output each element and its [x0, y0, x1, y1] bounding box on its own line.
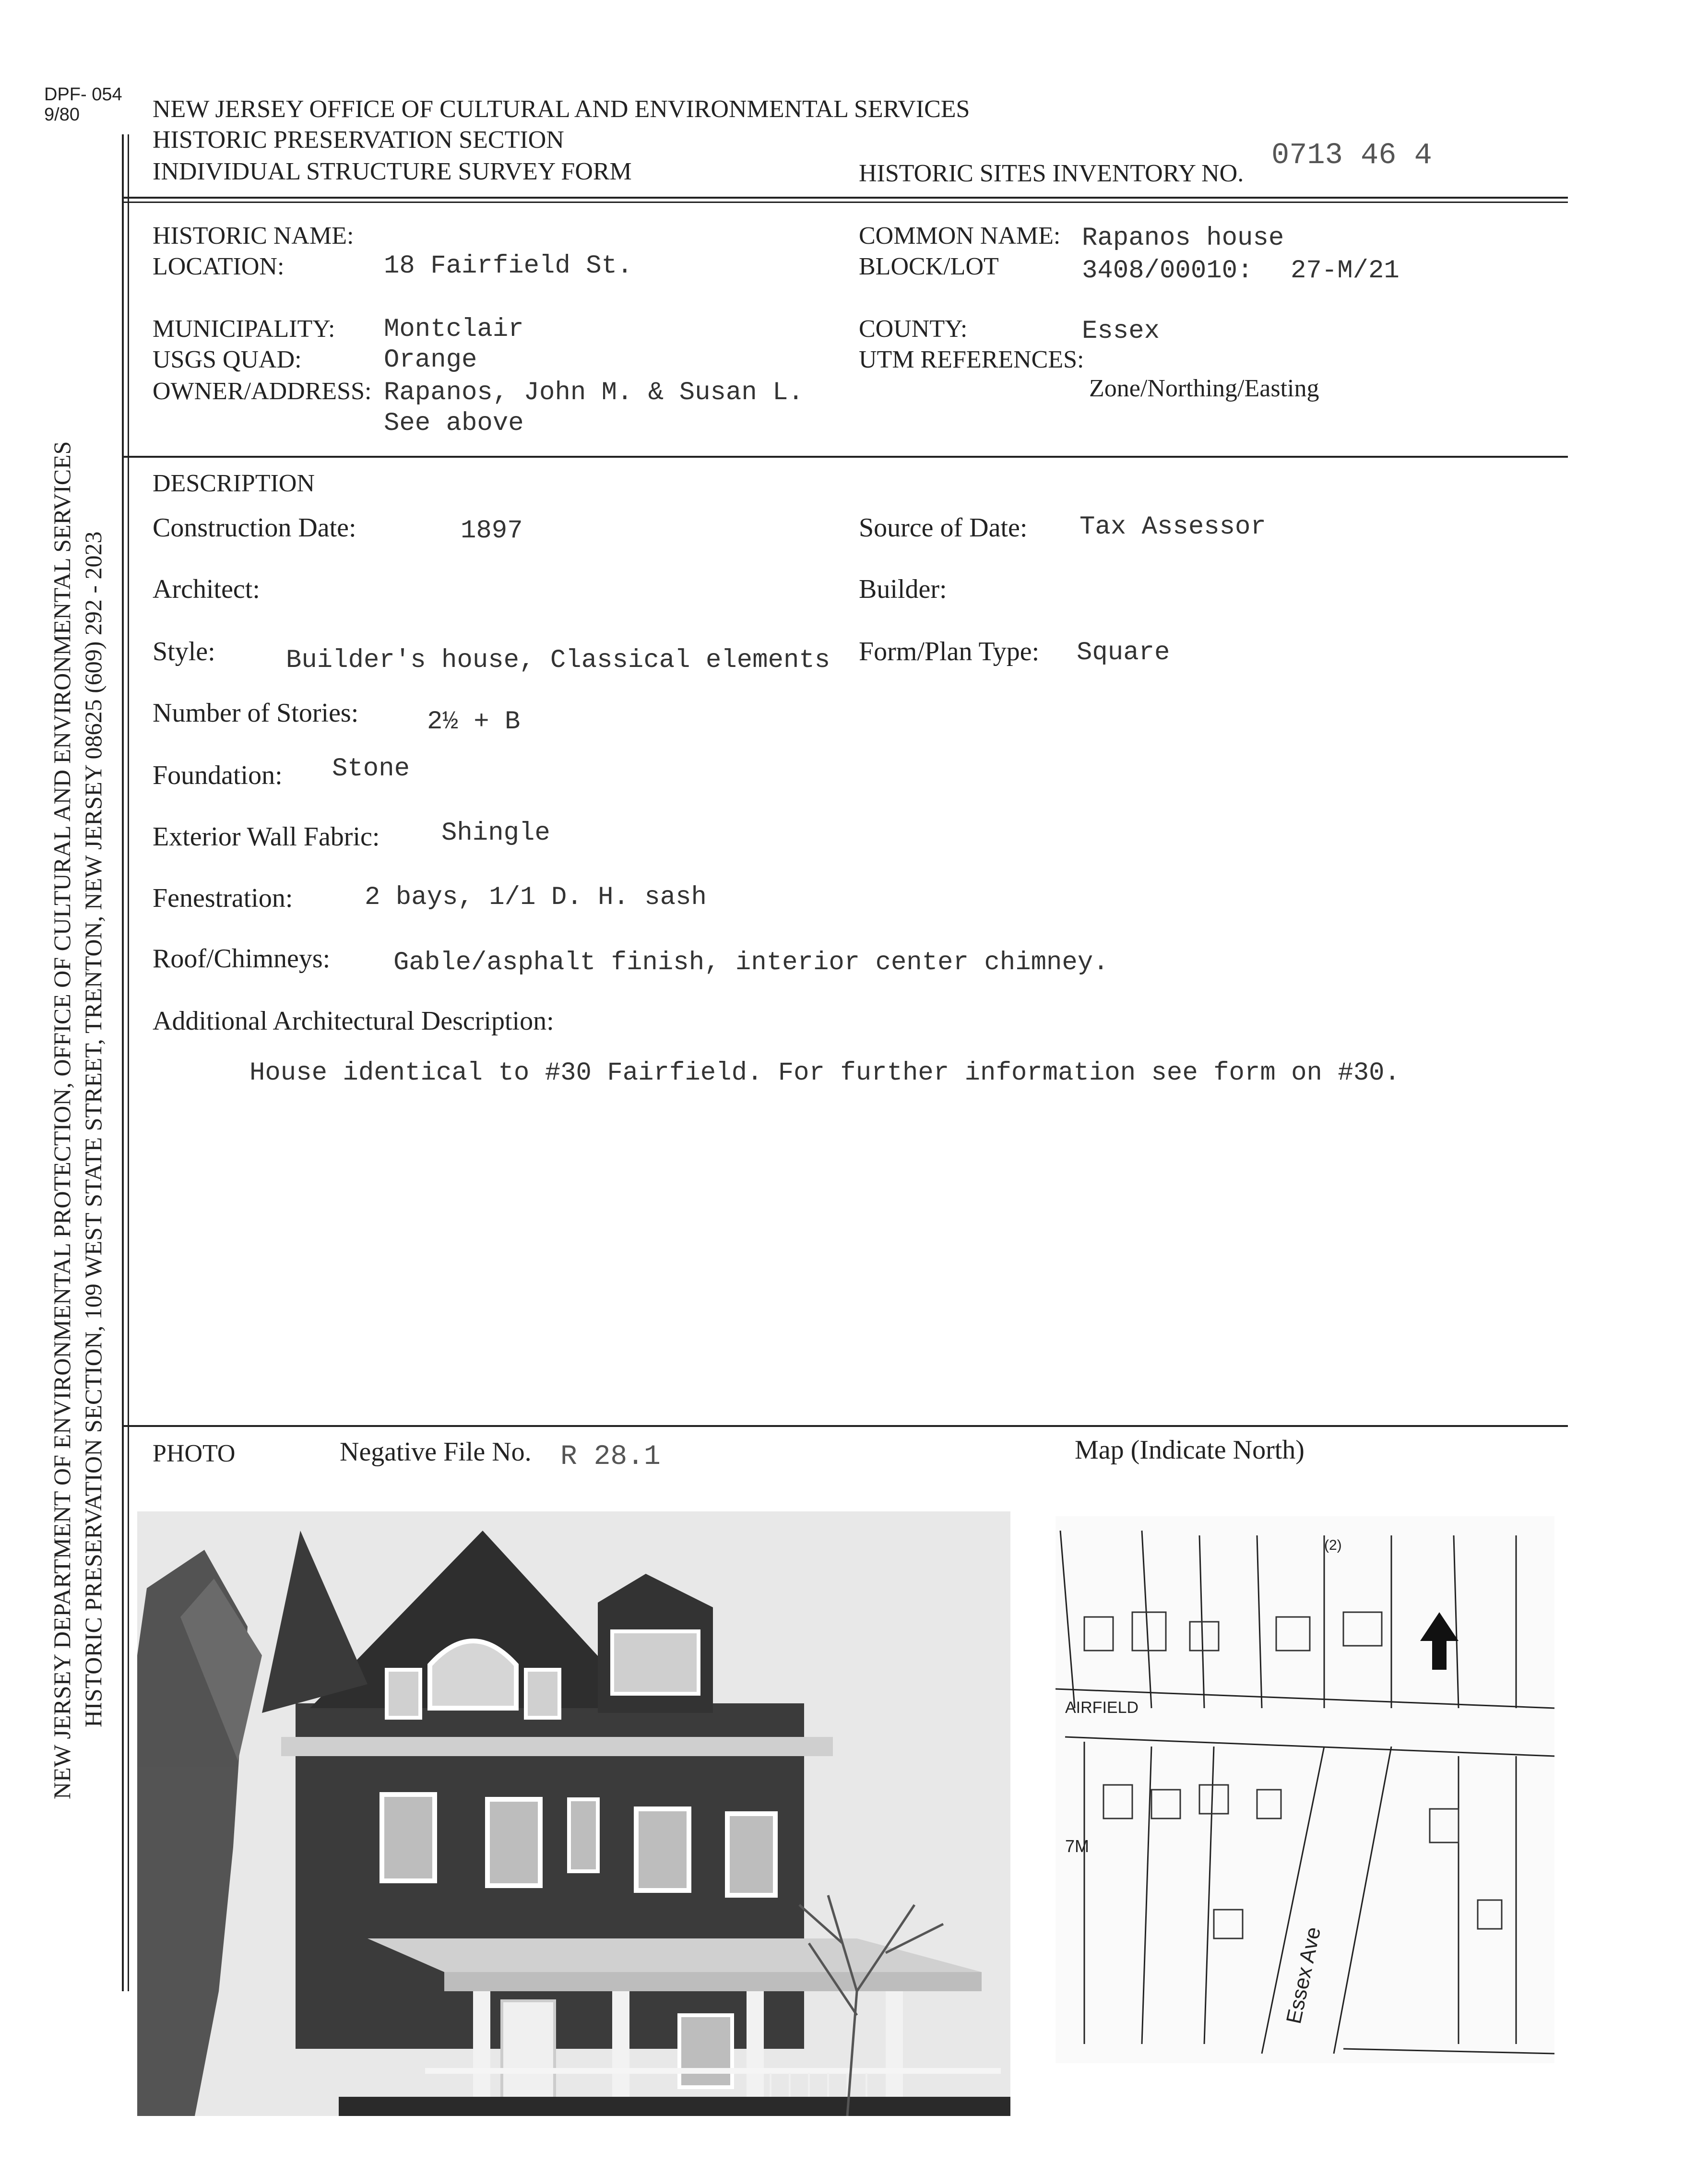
roof-chimneys-value: Gable/asphalt finish, interior center chimney. — [393, 948, 1109, 977]
municipality-value: Montclair — [384, 315, 524, 344]
header-section: HISTORIC PRESERVATION SECTION — [153, 126, 564, 154]
map-street-fairfield: AIRFIELD — [1065, 1699, 1139, 1717]
header-rule-2 — [124, 202, 1568, 203]
block-lot-label: BLOCK/LOT — [859, 253, 999, 280]
form-plan-label: Form/Plan Type: — [859, 637, 1040, 666]
map-block-label: 7M — [1065, 1836, 1090, 1856]
builder-label: Builder: — [859, 574, 947, 604]
style-value: Builder's house, Classical elements — [286, 646, 830, 675]
house-photo-drawing — [137, 1511, 1010, 2116]
form-code-line2: 9/80 — [44, 105, 80, 125]
stories-label: Number of Stories: — [153, 698, 359, 728]
owner-value: Rapanos, John M. & Susan L. — [384, 378, 804, 407]
side-text-line1: NEW JERSEY DEPARTMENT OF ENVIRONMENTAL PROTECTION, OFFICE OF CULTURAL AND ENVIRONMENTAL SERVICES — [48, 441, 75, 1799]
fenestration-label: Fenestration: — [153, 883, 293, 913]
form-plan-value: Square — [1077, 638, 1170, 667]
construction-date-value: 1897 — [461, 516, 523, 546]
usgs-value: Orange — [384, 345, 477, 375]
owner-label: OWNER/ADDRESS: — [153, 378, 372, 405]
inventory-label: HISTORIC SITES INVENTORY NO. — [859, 160, 1244, 187]
negative-file-value: R 28.1 — [560, 1441, 661, 1473]
location-map-drawing — [1056, 1516, 1554, 2063]
location-map — [1056, 1516, 1554, 2063]
left-margin-rule-2 — [128, 134, 129, 1991]
common-name-label: COMMON NAME: — [859, 222, 1061, 250]
header-form-name: INDIVIDUAL STRUCTURE SURVEY FORM — [153, 158, 632, 185]
map-label: Map (Indicate North) — [1075, 1435, 1305, 1465]
inventory-value: 0713 46 4 — [1271, 138, 1432, 172]
utm-label: UTM REFERENCES: — [859, 346, 1084, 373]
source-of-date-label: Source of Date: — [859, 513, 1028, 543]
form-code-line1: DPF- 054 — [44, 84, 122, 105]
source-of-date-value: Tax Assessor — [1079, 512, 1266, 542]
architect-label: Architect: — [153, 574, 260, 604]
header-office: NEW JERSEY OFFICE OF CULTURAL AND ENVIRONMENTAL SERVICES — [153, 95, 970, 123]
fenestration-value: 2 bays, 1/1 D. H. sash — [365, 883, 707, 912]
location-label: LOCATION: — [153, 253, 285, 280]
location-value: 18 Fairfield St. — [384, 251, 633, 281]
map-street-essex: Essex Ave — [1281, 1925, 1326, 2026]
description-heading: DESCRIPTION — [153, 470, 315, 497]
construction-date-label: Construction Date: — [153, 513, 356, 543]
description-rule — [124, 456, 1568, 458]
style-label: Style: — [153, 637, 215, 666]
additional-description-value: House identical to #30 Fairfield. For further information see form on #30. — [249, 1058, 1400, 1088]
roof-chimneys-label: Roof/Chimneys: — [153, 944, 331, 974]
negative-file-label: Negative File No. — [340, 1437, 532, 1467]
wall-fabric-value: Shingle — [441, 819, 550, 848]
photo-rule — [124, 1425, 1568, 1427]
historic-name-label: HISTORIC NAME: — [153, 222, 354, 250]
county-label: COUNTY: — [859, 315, 968, 343]
usgs-label: USGS QUAD: — [153, 346, 302, 373]
additional-description-label: Additional Architectural Description: — [153, 1006, 554, 1036]
foundation-value: Stone — [332, 754, 410, 784]
left-margin-rule — [122, 134, 124, 1991]
municipality-label: MUNICIPALITY: — [153, 315, 335, 343]
utm-sub-label: Zone/Northing/Easting — [1089, 375, 1319, 402]
owner-value-2: See above — [384, 409, 524, 438]
photo-label: PHOTO — [153, 1440, 236, 1467]
common-name-value: Rapanos house — [1082, 224, 1284, 253]
stories-value: 2½ + B — [427, 707, 521, 737]
wall-fabric-label: Exterior Wall Fabric: — [153, 822, 380, 852]
header-rule — [124, 197, 1568, 199]
foundation-label: Foundation: — [153, 761, 283, 790]
county-value: Essex — [1082, 317, 1160, 346]
block-lot-value-2: 27-M/21 — [1291, 256, 1400, 285]
house-photo — [137, 1511, 1010, 2116]
side-text-line2: HISTORIC PRESERVATION SECTION, 109 WEST STATE STREET, TRENTON, NEW JERSEY 08625 (609) 292 - 2023 — [80, 531, 107, 1727]
map-lot-label: (2) — [1324, 1537, 1342, 1553]
block-lot-value: 3408/00010: — [1082, 256, 1253, 285]
